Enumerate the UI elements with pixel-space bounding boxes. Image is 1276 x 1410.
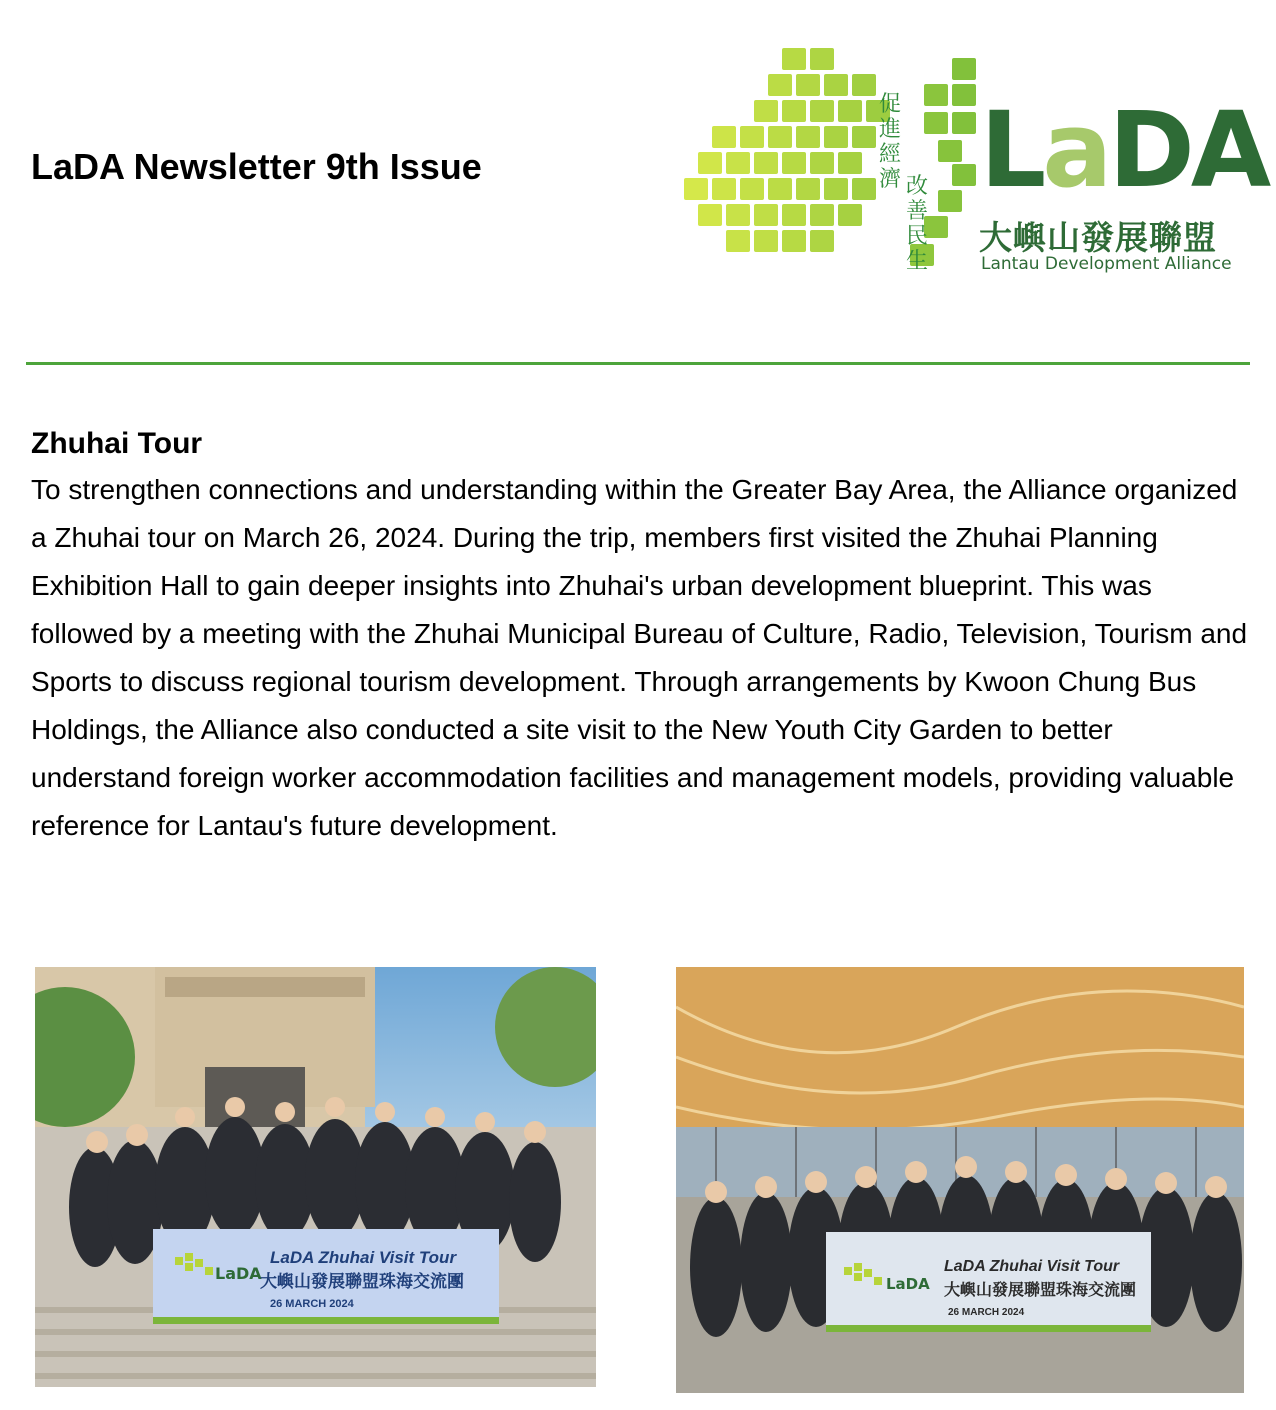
logo-grid-cell xyxy=(810,204,834,226)
logo-grid-graphic xyxy=(682,40,982,285)
logo-grid-cell xyxy=(938,190,962,212)
logo-tagline-left: 促進經濟 xyxy=(878,92,901,192)
logo-grid-cell xyxy=(754,204,778,226)
logo-grid-cell xyxy=(782,152,806,174)
logo-grid-cell xyxy=(712,178,736,200)
article-heading: Zhuhai Tour xyxy=(31,427,203,460)
logo-grid-cell xyxy=(698,152,722,174)
logo-grid-cell xyxy=(852,126,876,148)
logo-grid-cell xyxy=(740,178,764,200)
logo-wordmark: LaDA xyxy=(980,89,1268,211)
logo-grid-cell xyxy=(712,126,736,148)
photo-group-building xyxy=(35,967,596,1387)
logo-grid-cell xyxy=(824,126,848,148)
logo-grid-cell xyxy=(852,178,876,200)
logo-grid-cell xyxy=(796,178,820,200)
logo-grid-cell xyxy=(726,152,750,174)
photo-group-terminal xyxy=(676,967,1244,1393)
logo-grid-cell xyxy=(924,84,948,106)
logo-grid-cell xyxy=(768,126,792,148)
logo-grid-cell xyxy=(810,48,834,70)
logo-english-name: Lantau Development Alliance xyxy=(981,254,1232,274)
banner-logo-text: LaDA xyxy=(215,1264,262,1283)
logo-grid-cell xyxy=(838,204,862,226)
banner-logo-text: LaDA xyxy=(886,1275,930,1293)
logo-grid-cell xyxy=(838,152,862,174)
newsletter-title: LaDA Newsletter 9th Issue xyxy=(31,146,482,187)
logo-grid-cell xyxy=(852,74,876,96)
newsletter-header xyxy=(0,0,1276,340)
logo-grid-cell xyxy=(754,230,778,252)
logo-grid-cell xyxy=(952,112,976,134)
logo-grid-cell xyxy=(768,178,792,200)
logo-chinese-name: 大嶼山發展聯盟 xyxy=(979,218,1217,257)
section-divider xyxy=(26,362,1250,365)
logo-grid-cell xyxy=(938,140,962,162)
logo-grid-cell xyxy=(782,204,806,226)
logo-grid-cell xyxy=(838,100,862,122)
logo-grid-cell xyxy=(924,112,948,134)
logo-grid-cell xyxy=(796,126,820,148)
logo-grid-cell xyxy=(824,74,848,96)
logo-grid-cell xyxy=(698,204,722,226)
banner-date: 26 MARCH 2024 xyxy=(948,1307,1025,1318)
logo-grid-cell xyxy=(684,178,708,200)
logo-grid-cell xyxy=(740,126,764,148)
logo-grid-cell xyxy=(768,74,792,96)
article-zhuhai-tour xyxy=(31,424,1251,850)
logo-grid-cell xyxy=(952,164,976,186)
logo-grid-cell xyxy=(754,152,778,174)
logo-grid-cell xyxy=(810,152,834,174)
logo-grid-cell xyxy=(952,84,976,106)
banner-title: LaDA Zhuhai Visit Tour xyxy=(270,1248,457,1267)
banner-chinese: 大嶼山發展聯盟珠海交流團 xyxy=(260,1272,464,1292)
logo-grid-cell xyxy=(726,230,750,252)
logo-tagline-right: 改善民生 xyxy=(905,174,928,274)
logo-grid-cell xyxy=(952,58,976,80)
logo-grid-cell xyxy=(782,230,806,252)
banner-date: 26 MARCH 2024 xyxy=(270,1298,354,1310)
lada-logo xyxy=(682,40,1268,285)
article-body: To strengthen connections and understanding within the Greater Bay Area, the Alliance organized a Zhuhai tour on March 26, 2024. During the trip, members first visited the Zhuhai Planning Exhibition Hall to gain deeper insights into Zhuhai's urban development blueprint. This was followed by a meeting with the Zhuhai Municipal Bureau of Culture, Radio, Television, Tourism and Sports to discuss regional tourism development. Through arrangements by Kwoon Chung Bus Holdings, the Alliance also conducted a site visit to the New Youth City Garden to better understand foreign worker accommodation facilities and management models, providing valuable reference for Lantau's future development. xyxy=(31,474,1248,841)
logo-grid-cell xyxy=(796,74,820,96)
logo-grid-cell xyxy=(810,100,834,122)
logo-grid-cell xyxy=(782,100,806,122)
banner-title: LaDA Zhuhai Visit Tour xyxy=(944,1258,1120,1275)
logo-grid-cell xyxy=(824,178,848,200)
banner-chinese: 大嶼山發展聯盟珠海交流團 xyxy=(944,1280,1137,1299)
logo-grid-cell xyxy=(810,230,834,252)
logo-grid-cell xyxy=(726,204,750,226)
logo-grid-cell xyxy=(782,48,806,70)
logo-grid-cell xyxy=(754,100,778,122)
